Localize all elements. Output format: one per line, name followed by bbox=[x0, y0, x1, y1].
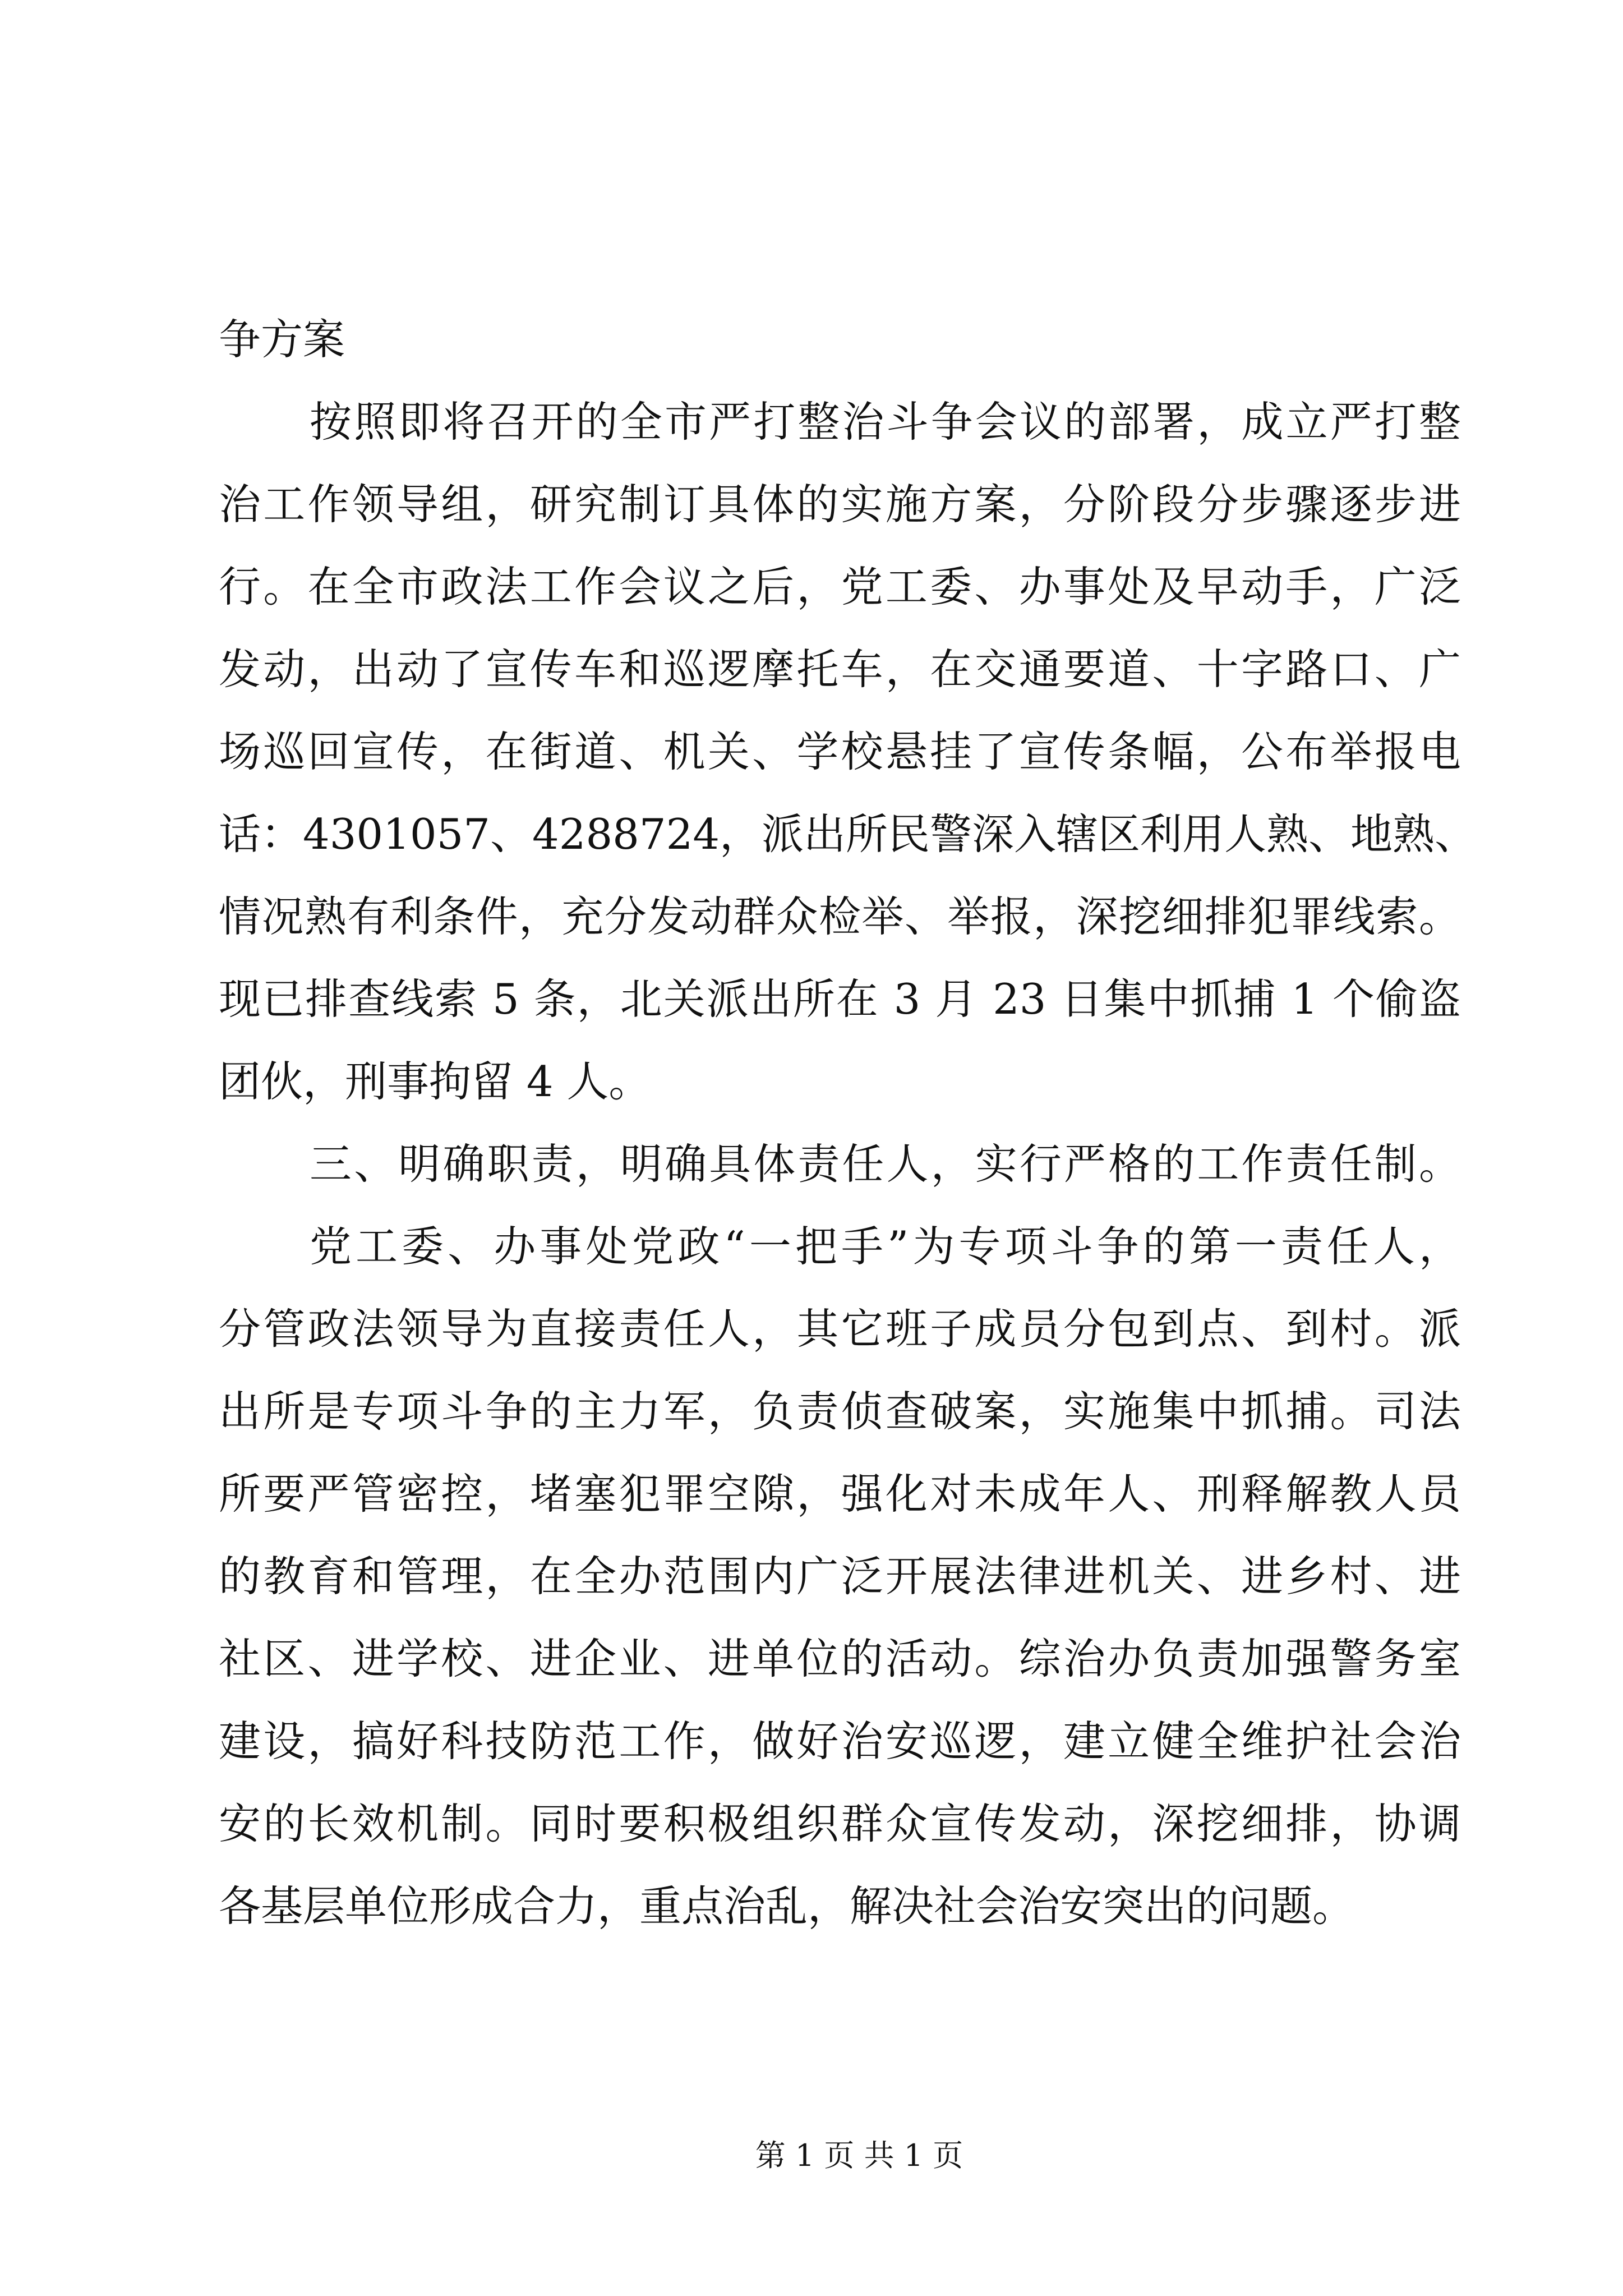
text-line: 社区、进学校、进企业、进单位的活动。综治办负责加强警务室 bbox=[219, 1634, 1461, 1683]
text-line: 所要严管密控，堵塞犯罪空隙，强化对未成年人、刑释解教人员 bbox=[219, 1469, 1461, 1519]
document-body bbox=[219, 298, 1477, 1948]
text-line: 出所是专项斗争的主力军，负责侦查破案，实施集中抓捕。司法 bbox=[219, 1387, 1461, 1436]
text-line: 行。在全市政法工作会议之后，党工委、办事处及早动手，广泛 bbox=[219, 562, 1461, 611]
text-line: 三、明确职责，明确具体责任人，实行严格的工作责任制。 bbox=[310, 1139, 1461, 1189]
text-line: 发动，出动了宣传车和巡逻摩托车，在交通要道、十字路口、广 bbox=[219, 645, 1461, 694]
text-line: 治工作领导组，研究制订具体的实施方案，分阶段分步骤逐步进 bbox=[219, 480, 1461, 529]
text-line: 场巡回宣传，在街道、机关、学校悬挂了宣传条幅，公布举报电 bbox=[219, 727, 1461, 776]
text-line: 的教育和管理，在全办范围内广泛开展法律进机关、进乡村、进 bbox=[219, 1552, 1461, 1601]
text-line: 按照即将召开的全市严打整治斗争会议的部署，成立严打整 bbox=[310, 397, 1461, 447]
text-line: 争方案 bbox=[219, 315, 345, 364]
paragraph bbox=[219, 381, 1477, 1123]
page-number-footer: 第 1 页 共 1 页 bbox=[755, 2138, 963, 2173]
text-line: 分管政法领导为直接责任人，其它班子成员分包到点、到村。派 bbox=[219, 1304, 1461, 1354]
text-line: 话：4301057、4288724，派出所民警深入辖区利用人熟、地熟、 bbox=[219, 809, 1477, 859]
text-line: 团伙，刑事拘留 4 人。 bbox=[219, 1057, 651, 1106]
text-line: 建设，搞好科技防范工作，做好治安巡逻，建立健全维护社会治 bbox=[219, 1717, 1461, 1766]
text-line: 各基层单位形成合力，重点治乱，解决社会治安突出的问题。 bbox=[219, 1881, 1355, 1931]
text-line: 现已排查线索 5 条，北关派出所在 3 月 23 日集中抓捕 1 个偷盗 bbox=[219, 974, 1461, 1024]
paragraph bbox=[219, 298, 1461, 381]
text-line: 党工委、办事处党政“一把手”为专项斗争的第一责任人， bbox=[310, 1222, 1461, 1271]
text-line: 安的长效机制。同时要积极组织群众宣传发动，深挖细排，协调 bbox=[219, 1799, 1461, 1848]
text-line: 情况熟有利条件，充分发动群众检举、举报，深挖细排犯罪线索。 bbox=[219, 892, 1461, 941]
section-heading bbox=[219, 1123, 1461, 1205]
paragraph bbox=[219, 1205, 1461, 1948]
